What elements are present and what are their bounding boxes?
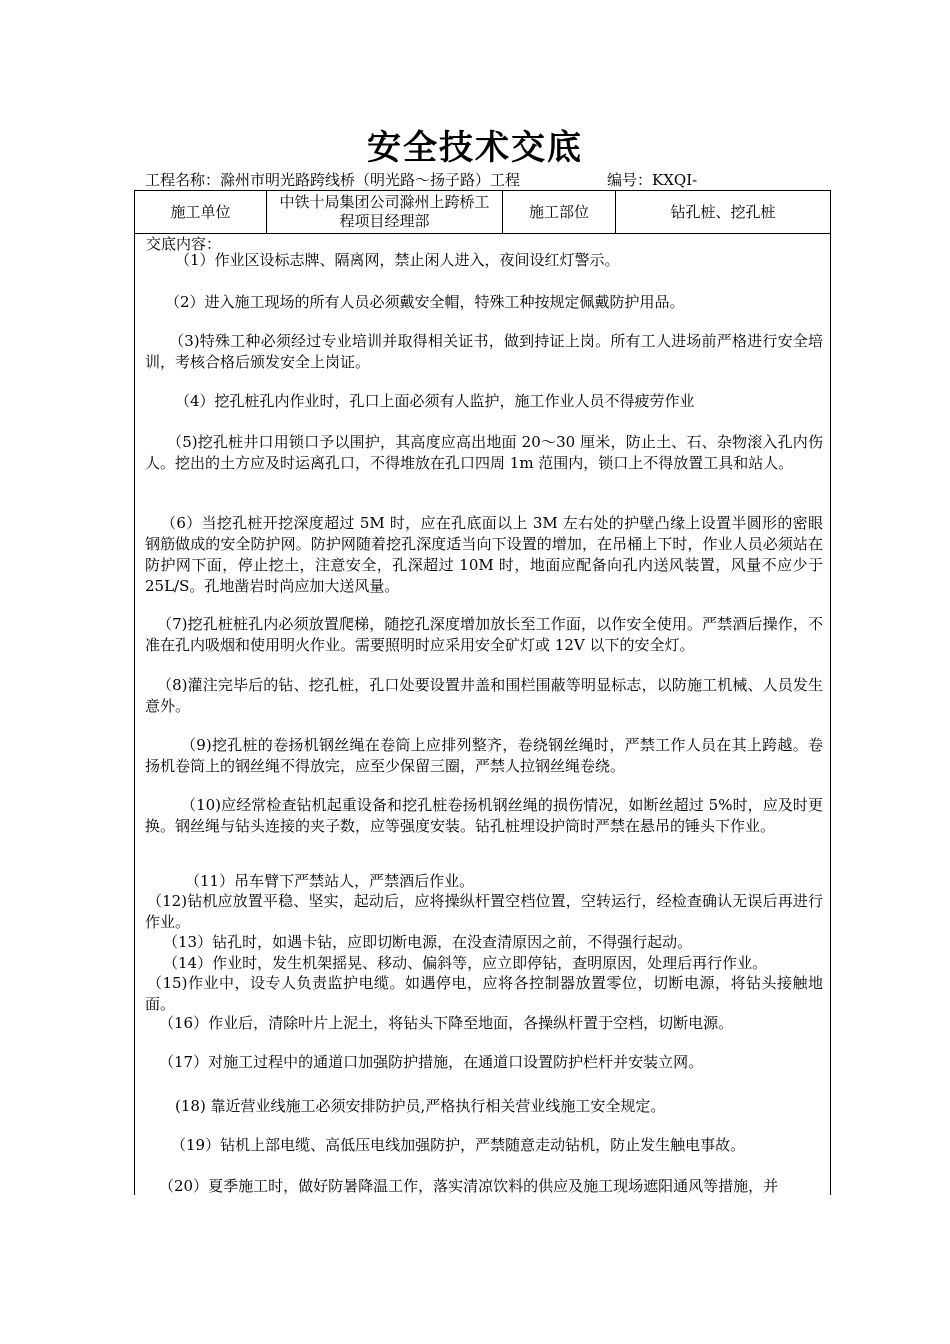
list-item: （13）钻孔时，如遇卡钻，应即切断电源，在没查清原因之前，不得强行起动。 [163, 933, 693, 951]
list-item: （4）挖孔桩孔内作业时，孔口上面必须有人监护，施工作业人员不得疲劳作业 [175, 392, 695, 410]
list-item: （1）作业区设标志牌、隔离网，禁止闲人进入，夜间设红灯警示。 [175, 251, 620, 269]
part-value-cell: 钻孔桩、挖孔桩 [670, 202, 776, 221]
code-value: KXQⅠ- [652, 171, 698, 189]
list-item: （2）进入施工现场的所有人员必须戴安全帽，特殊工种按规定佩戴防护用品。 [165, 293, 685, 311]
list-item: （3)特殊工种必须经过专业培训并取得相关证书，做到持证上岗。所有工人进场前严格进行安全培训，考核合格后颁发安全上岗证。 [145, 332, 823, 371]
list-item: （11）吊车臂下严禁站人，严禁酒后作业。 [185, 872, 475, 890]
list-item: （9)挖孔桩的卷扬机钢丝绳在卷筒上应排列整齐，卷绕钢丝绳时，严禁工作人员在其上跨越。卷扬机卷筒上的钢丝绳不得放完，应至少保留三圈，严禁人拉钢丝绳卷绕。 [145, 736, 823, 775]
list-item: （5)挖孔桩井口用锁口予以围护，其高度应高出地面 20～30 厘米，防止土、石、杂物滚入孔内伤人。挖出的土方应及时运离孔口，不得堆放在孔口四周 1m 范围内，锁口上不得放置工具和站人。 [145, 433, 823, 472]
list-item: （12)钻机应放置平稳、坚实，起动后，应将操纵杆置空档位置，空转运行，经检查确认无误后再进行作业。 [145, 892, 823, 931]
list-item: （10)应经常检查钻机起重设备和挖孔桩卷扬机钢丝绳的损伤情况，如断丝超过 5%时，应及时更换。钢丝绳与钻头连接的夹子数，应等强度安装。钻孔桩埋设护筒时严禁在悬吊的锤头下作业。 [145, 796, 823, 835]
list-item: （19）钻机上部电缆、高低压电线加强防护，严禁随意走动钻机，防止发生触电事故。 [171, 1136, 746, 1154]
list-item: （15)作业中，设专人负责监护电缆。如遇停电，应将各控制器放置零位，切断电源，将钻头接触地面。 [145, 974, 823, 1013]
list-item: （8)灌注完毕后的钻、挖孔桩，孔口处要设置井盖和围栏围蔽等明显标志，以防施工机械、人员发生意外。 [145, 676, 823, 715]
list-item: （7)挖孔桩桩孔内必须放置爬梯，随挖孔深度增加放长至工作面，以作安全使用。严禁酒后操作，不准在孔内吸烟和使用明火作业。需要照明时应采用安全矿灯或 12V 以下的安全灯。 [145, 615, 823, 654]
list-item: （6）当挖孔桩开挖深度超过 5M 时，应在孔底面以上 3M 左右处的护壁凸缘上设置半圆形的密眼钢筋做成的安全防护网。防护网随着挖孔深度适当向下设置的增加，在吊桶上下时，作业人员必须站在防护网下面，停止挖土，注意安全，孔深超过 10M 时，地面应配备向孔内送风装置，风量不应少于 25L/S。孔地凿岩时尚应加大送风量。 [145, 514, 823, 595]
list-item: （20）夏季施工时，做好防暑降温工作，落实清凉饮料的供应及施工现场遮阳通风等措施，并 [159, 1177, 779, 1195]
unit-value-cell: 中铁十局集团公司滁州上跨桥工程项目经理部 [267, 191, 503, 233]
code-line [607, 169, 697, 190]
content-label: 交底内容： [146, 235, 222, 253]
document-title: 安全技术交底 [367, 128, 583, 168]
unit-label-cell: 施工单位 [135, 191, 267, 233]
code-label: 编号： [607, 171, 653, 189]
list-item: （14）作业时，发生机架摇晃、移动、偏斜等，应立即停钻，查明原因，处理后再行作业。 [163, 954, 768, 972]
project-name: 滁州市明光路跨线桥（明光路～扬子路）工程 [220, 171, 521, 189]
list-item: (18) 靠近营业线施工必须安排防护员,严格执行相关营业线施工安全规定。 [175, 1097, 666, 1115]
list-item: （17）对施工过程中的通道口加强防护措施，在通道口设置防护栏杆并安装立网。 [159, 1053, 704, 1071]
project-label: 工程名称： [145, 171, 221, 189]
project-line [145, 169, 520, 190]
part-label-cell: 施工部位 [503, 191, 616, 233]
list-item: （16）作业后，清除叶片上泥土，将钻头下降至地面，各操纵杆置于空档，切断电源。 [159, 1014, 734, 1032]
table-header-row [135, 191, 830, 234]
